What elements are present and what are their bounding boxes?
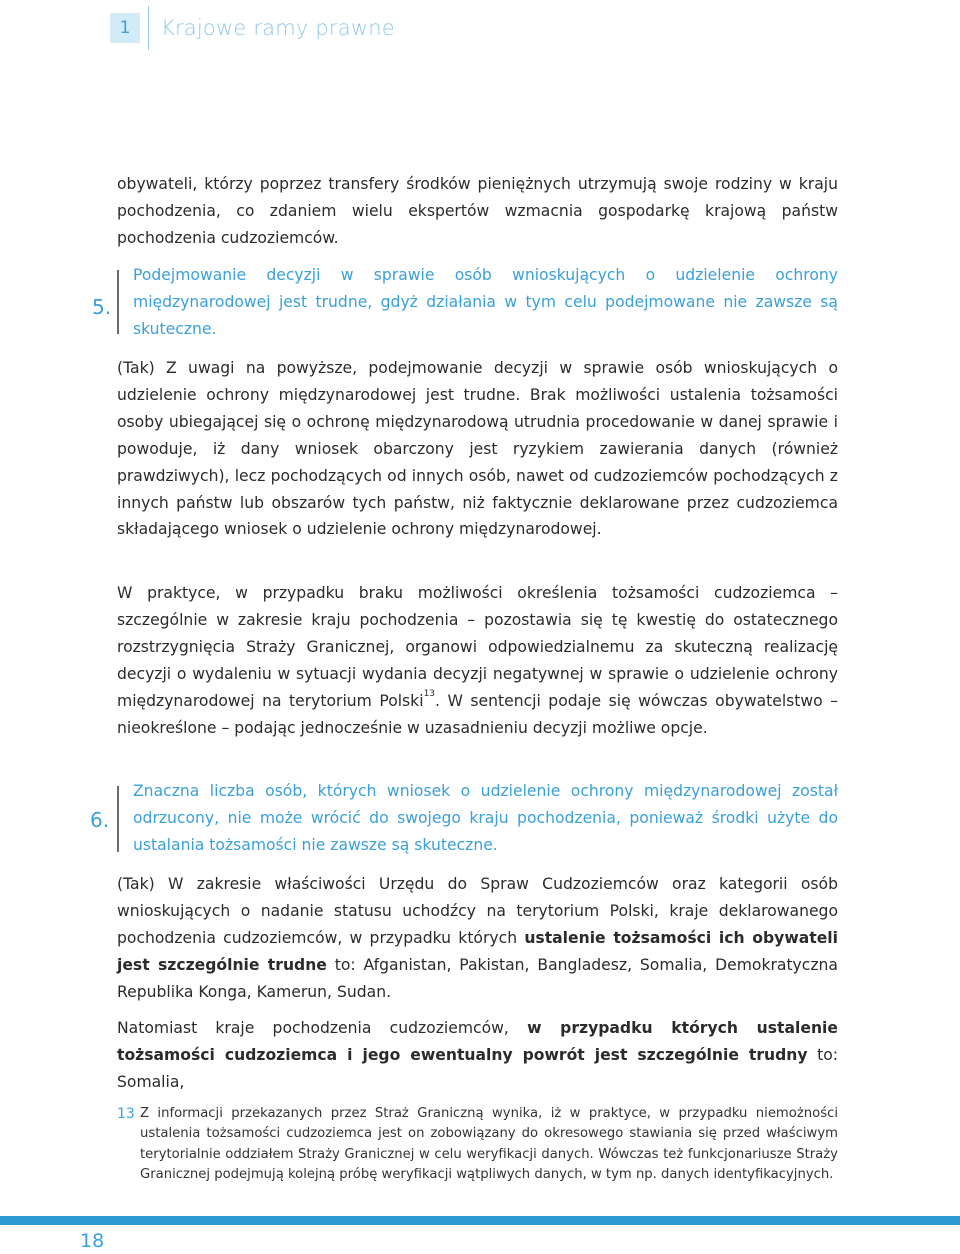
question-5-bar xyxy=(117,270,119,334)
question-5-text: Podejmowanie decyzji w sprawie osób wnioskujących o udzielenie ochrony międzynarodowej jest trudne, gdyż działania w tym celu podejmowane nie zawsze są skuteczne. xyxy=(133,266,838,338)
paragraph-2: (Tak) Z uwagi na powyższe, podejmowanie decyzji w sprawie osób wnioskujących o udzielenie ochrony międzynarodowej jest trudne. Brak możliwości ustalenia tożsamości osoby ubiegającej się o ochronę międzynarodową utrudnia procedowanie w danej sprawie i powoduje, iż dany wniosek obarczony jest ryzykiem zawierania danych (również prawdziwych), lecz pochodzących od innych osób, nawet od cudzoziemców pochodzących z innych państw lub obszarów tych państw, niż faktycznie deklarowane przez cudzoziemca składającego wniosek o udzielenie ochrony międzynarodowej. xyxy=(117,359,838,539)
chapter-title: Krajowe ramy prawne xyxy=(161,16,395,40)
paragraph-1: obywateli, którzy poprzez transfery środków pieniężnych utrzymują swoje rodziny w kraju pochodzenia, co zdaniem wielu ekspertów wzmacnia gospodarkę krajową państw pochodzenia cudzoziemców. xyxy=(117,175,838,247)
paragraph-5-text: Natomiast kraje pochodzenia cudzoziemców, xyxy=(117,1019,528,1037)
footnote-text: Z informacji przekazanych przez Straż Graniczną wynika, iż w praktyce, w przypadku niemożności ustalenia tożsamości cudzoziemca jest on zobowiązany do okresowego stawiania się przed właściwym terytorialnie oddziałem Straży Granicznej w celu weryfikacji danych. Wówczas też funkcjonariusze Straży Granicznej podejmują kolejną próbę weryfikacji wątpliwych danych, w tym np. danych identyfikacyjnych. xyxy=(140,1106,838,1182)
paragraph-5-text-cont: to: Somalia, xyxy=(117,1045,839,1091)
question-6-bar xyxy=(117,786,119,852)
paragraph-5-bold: w przypadku których ustalenie tożsamości cudzoziemca i jego ewentualny powrót jest szczególnie trudny xyxy=(117,1019,838,1064)
paragraph-4 xyxy=(117,871,838,1006)
footer-bar xyxy=(0,1216,960,1225)
paragraph-4-text: (Tak) W zakresie właściwości Urzędu do Spraw Cudzoziemców oraz kategorii osób wnioskujących o nadanie statusu uchodźcy na terytorium Polski, kraje deklarowanego pochodzenia cudzoziemców, w przypadku których xyxy=(117,875,838,947)
paragraph-3-text-cont: . W sentencji podaje się wówczas obywatelstwo – nieokreślone – podając jednocześnie w uzasadnieniu decyzji możliwe opcje. xyxy=(117,691,838,737)
chapter-number-badge: 1 xyxy=(110,13,140,43)
question-6-text: Znaczna liczba osób, których wniosek o udzielenie ochrony międzynarodowej został odrzucony, nie może wrócić do swojego kraju pochodzenia, ponieważ środki użyte do ustalania tożsamości nie zawsze są skuteczne. xyxy=(133,782,838,854)
paragraph-4-text-cont: to: Afganistan, Pakistan, Bangladesz, Somalia, Demokratyczna Republika Konga, Kamerun, Sudan. xyxy=(117,955,838,1001)
chapter-header xyxy=(110,8,395,48)
question-5-number: 5. xyxy=(92,295,112,319)
footnote-number: 13 xyxy=(117,1106,135,1122)
footnote-ref-13[interactable]: 13 xyxy=(423,688,436,699)
page-number: 18 xyxy=(80,1230,105,1252)
paragraph-4-bold: ustalenie tożsamości ich obywateli jest szczególnie trudne xyxy=(117,928,838,974)
paragraph-5 xyxy=(117,1015,838,1096)
question-6-number: 6. xyxy=(90,808,110,832)
paragraph-3 xyxy=(117,580,838,741)
paragraph-3-text: W praktyce, w przypadku braku możliwości określenia tożsamości cudzoziemca – szczególnie w zakresie kraju pochodzenia – pozostawia się tę kwestię do ostatecznego rozstrzygnięcia Straży Granicznej, organowi odpowiedzialnemu za skuteczną realizację decyzji o wydaleniu w sytuacji wydania decyzji negatywnej w sprawie o udzielenie ochrony międzynarodowej na terytorium Polski xyxy=(117,584,838,710)
header-divider xyxy=(148,6,149,50)
